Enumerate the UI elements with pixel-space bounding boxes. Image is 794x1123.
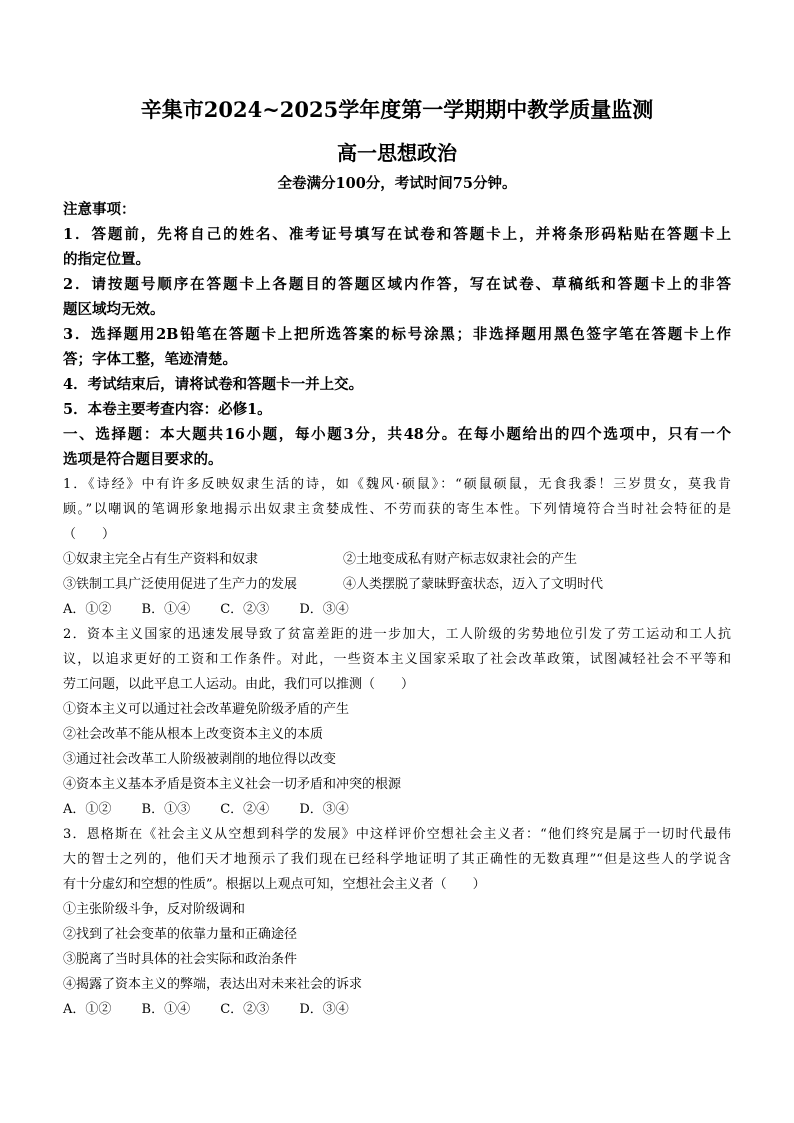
answer-choice: A．①② [63, 1002, 112, 1017]
notice-line: 3．选择题用2B铅笔在答题卡上把所选答案的标号涂黑；非选择题用黑色签字笔在答题卡上作 [63, 326, 731, 343]
answer-choice: C．②③ [220, 1002, 270, 1017]
option: ④资本主义基本矛盾是资本主义社会一切矛盾和冲突的根源 [63, 777, 402, 792]
question-stem: 3．恩格斯在《社会主义从空想到科学的发展》中这样评价空想社会主义者：“他们终究是属于一切时代最伟 [63, 827, 731, 842]
option: ②找到了社会变革的依靠力量和正确途径 [63, 927, 298, 942]
question-1 [63, 472, 731, 622]
notice-line: 5．本卷主要考查内容：必修1。 [63, 401, 272, 418]
option: ②土地变成私有财产标志奴隶社会的产生 [343, 552, 578, 567]
answer-choice: C．②④ [220, 802, 270, 817]
answer-choice: D．③④ [299, 1002, 349, 1017]
option-row [63, 572, 731, 597]
question-stem: 议，以追求更好的工资和工作条件。对此，一些资本主义国家采取了社会改革政策，试图减轻社会不平等和 [63, 652, 731, 667]
question-stem: 劳工问题，以此平息工人运动。由此，我们可以推测（ ） [63, 677, 415, 692]
question-stem: 有十分虚幻和空想的性质”。根据以上观点可知，空想社会主义者（ ） [63, 877, 486, 892]
answer-choices [63, 997, 731, 1022]
answer-choice: A．①② [63, 602, 112, 617]
exam-title: 辛集市2024~2025学年度第一学期期中教学质量监测 [140, 97, 654, 122]
notice-line: 的指定位置。 [63, 251, 150, 268]
option: ③铁制工具广泛使用促进了生产力的发展 [63, 577, 298, 592]
notice-line: 题区域均无效。 [63, 301, 165, 318]
option: ④揭露了资本主义的弊端，表达出对未来社会的诉求 [63, 977, 363, 992]
question-stem: 大的智士之列的，他们天才地预示了我们现在已经科学地证明了其正确性的无数真理”“但是这些人的学说含 [63, 852, 731, 867]
question-stem: 顾。”以嘲讽的笔调形象地揭示出奴隶主贪婪成性、不劳而获的寄生本性。下列情境符合当时社会特征的是 [63, 502, 731, 517]
answer-choice: B．①④ [141, 602, 191, 617]
option: ①资本主义可以通过社会改革避免阶级矛盾的产生 [63, 702, 350, 717]
question-stem: （ ） [63, 527, 116, 542]
answer-choices [63, 797, 731, 822]
notice-line: 4．考试结束后，请将试卷和答题卡一并上交。 [63, 376, 364, 393]
option-row [63, 547, 731, 572]
section-heading: 选项是符合题目要求的。 [63, 451, 223, 468]
answer-choice: D．③④ [299, 602, 349, 617]
answer-choice: A．①② [63, 802, 112, 817]
answer-choice: D．③④ [299, 802, 349, 817]
option: ①奴隶主完全占有生产资料和奴隶 [63, 552, 259, 567]
option: ③脱离了当时具体的社会实际和政治条件 [63, 952, 298, 967]
section-heading: 一、选择题：本大题共16小题，每小题3分，共48分。在每小题给出的四个选项中，只有一个 [63, 426, 731, 443]
option: ②社会改革不能从根本上改变资本主义的本质 [63, 727, 324, 742]
notice-line: 2．请按题号顺序在答题卡上各题目的答题区域内作答，写在试卷、草稿纸和答题卡上的非答 [63, 276, 731, 293]
answer-choice: B．①③ [141, 802, 191, 817]
question-stem: 1．《诗经》中有许多反映奴隶生活的诗，如《魏风·硕鼠》：“硕鼠硕鼠，无食我黍！三岁贯女，莫我肯 [63, 477, 731, 492]
option: ①主张阶级斗争，反对阶级调和 [63, 902, 246, 917]
notice-heading: 注意事项： [63, 201, 136, 218]
notice-line: 1．答题前，先将自己的姓名、准考证号填写在试卷和答题卡上，并将条形码粘贴在答题卡上 [63, 226, 731, 243]
question-2 [63, 622, 731, 822]
subject-title: 高一思想政治 [337, 141, 457, 165]
notice-line: 答；字体工整，笔迹清楚。 [63, 351, 237, 368]
option: ③通过社会改革工人阶级被剥削的地位得以改变 [63, 752, 337, 767]
answer-choice: B．①④ [141, 1002, 191, 1017]
exam-content [63, 197, 731, 1022]
score-info: 全卷满分100分，考试时间75分钟。 [277, 175, 517, 192]
answer-choices [63, 597, 731, 622]
question-3 [63, 822, 731, 1022]
option: ④人类摆脱了蒙昧野蛮状态，迈入了文明时代 [343, 577, 604, 592]
answer-choice: C．②③ [220, 602, 270, 617]
question-stem: 2．资本主义国家的迅速发展导致了贫富差距的进一步加大，工人阶级的劣势地位引发了劳工运动和工人抗 [63, 627, 731, 642]
